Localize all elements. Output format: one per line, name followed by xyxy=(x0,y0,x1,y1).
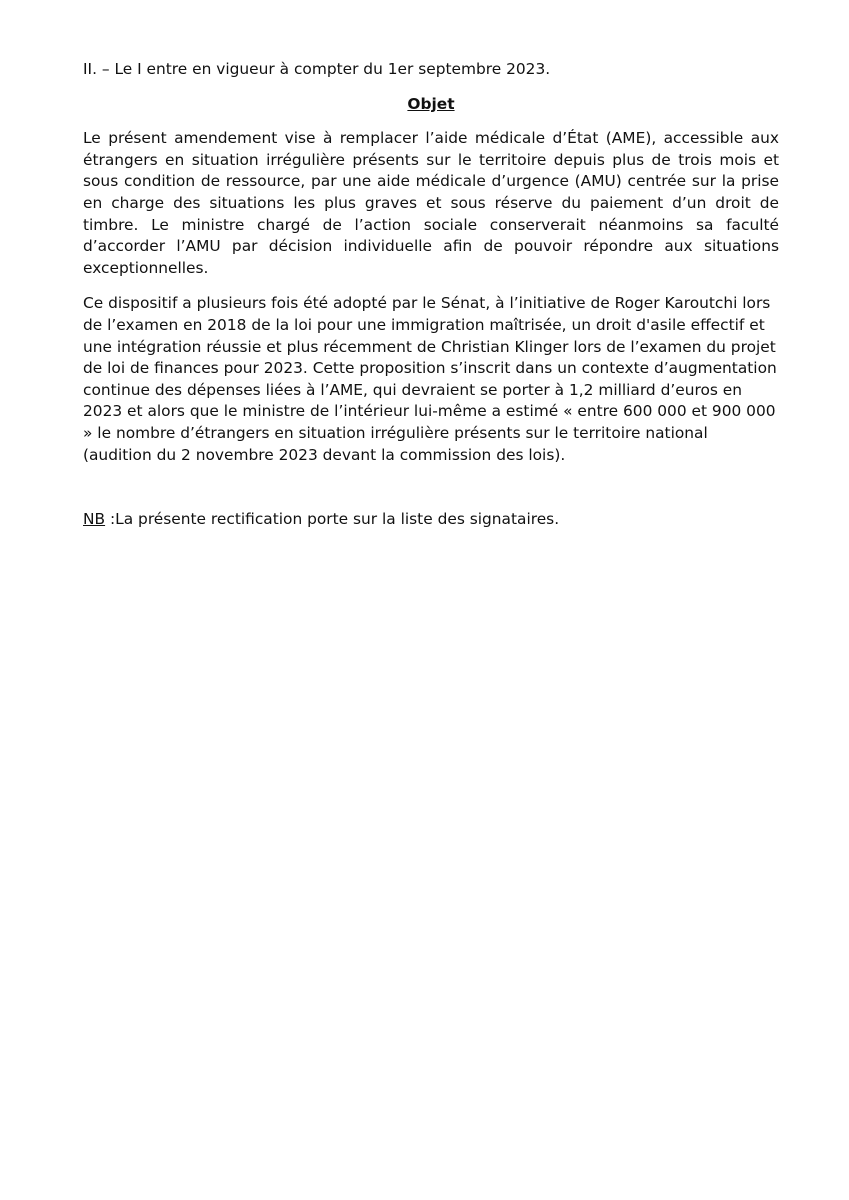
note-label: NB xyxy=(83,510,106,529)
rectification-note xyxy=(83,509,779,531)
objet-paragraph-1: Le présent amendement vise à remplacer l’aide médicale d’État (AME), accessible aux étrangers en situation irrégulière présents sur le territoire depuis plus de trois mois et sous condition de ressource, par une aide médicale d’urgence (AMU) centrée sur la prise en charge des situations les plus graves et sous réserve du paiement d’un droit de timbre. Le ministre chargé de l’action sociale conserverait néanmoins sa faculté d’accorder l’AMU par décision individuelle afin de pouvoir répondre aux situations exceptionnelles. xyxy=(83,129,779,277)
objet-paragraph-2: Ce dispositif a plusieurs fois été adopté par le Sénat, à l’initiative de Roger Karoutchi lors de l’examen en 2018 de la loi pour une immigration maîtrisée, un droit d'asile effectif et une intégration réussie et plus récemment de Christian Klinger lors de l’examen du projet de loi de finances pour 2023. Cette proposition s’inscrit dans un contexte d’augmentation continue des dépenses liées à l’AME, qui devraient se porter à 1,2 milliard d’euros en 2023 et alors que le ministre de l’intérieur lui-même a estimé « entre 600 000 et 900 000 » le nombre d’étrangers en situation irrégulière présents sur le territoire national (audition du 2 novembre 2023 devant la commission des lois). xyxy=(83,294,777,464)
intro-line: II. – Le I entre en vigueur à compter du 1er septembre 2023. xyxy=(83,60,551,78)
objet-heading: Objet xyxy=(407,94,455,113)
note-text: :La présente rectification porte sur la liste des signataires. xyxy=(105,510,560,529)
document-body xyxy=(83,59,779,531)
